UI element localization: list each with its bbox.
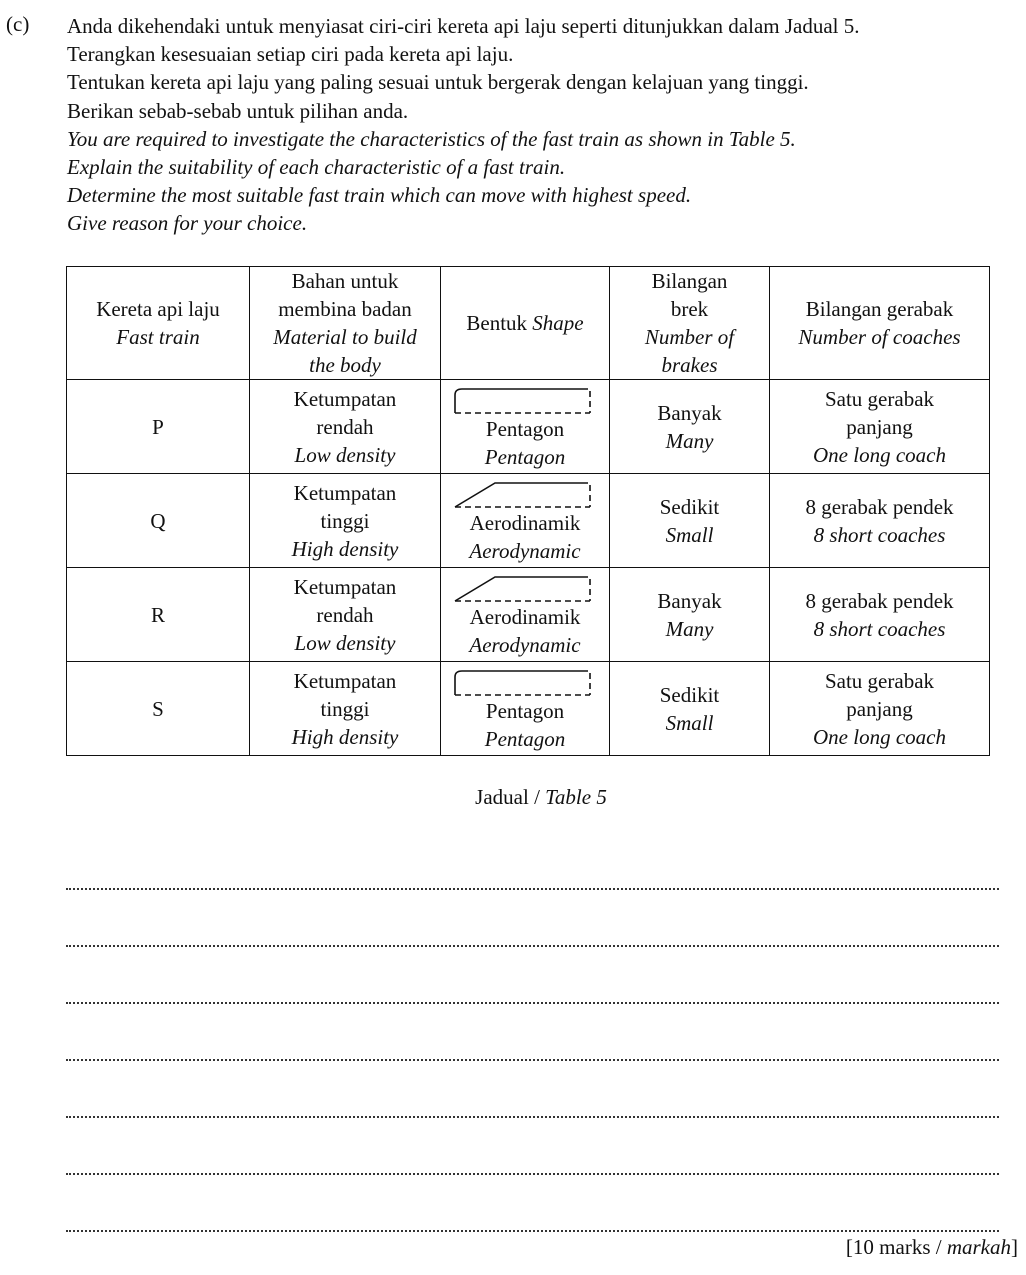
train-cell: Q [67,474,250,568]
cell-text: Banyak [657,588,722,613]
table-row [67,568,990,662]
cell-text: Aerodynamic [469,538,581,563]
cell-text: Aerodinamik [469,510,581,535]
cell-text: Low density [294,442,396,467]
question-line-ms: Berikan sebab-sebab untuk pilihan anda. [67,98,409,123]
answer-line[interactable] [66,1002,999,1004]
caption-en: Table 5 [545,785,607,809]
train-cell: R [67,568,250,662]
header-coaches [770,267,990,380]
marks-text: markah [946,1235,1011,1259]
shape-cell [441,380,610,474]
coaches-cell [770,662,990,756]
question-line-en: Determine the most suitable fast train which can move with highest speed. [67,183,692,208]
cell-text: Pentagon [485,698,565,723]
header-shape [441,267,610,380]
marks-label [846,1235,1018,1260]
cell-text: tinggi [320,696,370,721]
cell-text: High density [291,536,399,561]
question-line-ms: Terangkan kesesuaian setiap ciri pada kereta api laju. [67,42,514,67]
question-label: (c) [6,12,30,36]
material-cell [250,380,441,474]
cell-text: Pentagon [484,444,566,469]
answer-line[interactable] [66,945,999,947]
cell-text: 8 gerabak pendek [805,588,954,613]
cell-text: Banyak [657,400,722,425]
cell-text: Ketumpatan [293,386,397,411]
coaches-cell [770,568,990,662]
marks-text: ] [1011,1235,1018,1259]
pentagon-train-icon [450,665,600,699]
train-cell: S [67,662,250,756]
cell-text: 8 short coaches [813,522,946,547]
cell-text: 8 short coaches [813,616,946,641]
cell-text: Low density [294,630,396,655]
header-text: membina badan [278,297,412,321]
cell-text: One long coach [813,724,946,749]
header-fast-train [67,267,250,380]
fast-train-table [66,266,990,756]
cell-text: Aerodinamik [469,604,581,629]
table-caption [0,785,1026,810]
caption-ms: Jadual / [475,785,546,809]
answer-line[interactable] [66,1059,999,1061]
shape-cell [441,474,610,568]
cell-text: High density [291,724,399,749]
cell-text: Many [665,616,714,641]
cell-text: rendah [316,414,374,439]
aerodynamic-train-icon [450,571,600,605]
cell-text: Satu gerabak [824,668,935,693]
material-cell [250,474,441,568]
marks-text: [10 marks / [845,1235,947,1259]
header-text: Number of coaches [798,325,961,349]
header-text: brek [670,297,709,321]
cell-text: Small [665,522,714,547]
cell-text: Pentagon [485,416,565,441]
cell-text: Many [665,428,714,453]
cell-text: Small [665,710,714,735]
table-row [67,380,990,474]
shape-cell [441,568,610,662]
material-cell [250,568,441,662]
cell-text: Ketumpatan [293,668,397,693]
cell-text: panjang [846,696,913,721]
header-text: Shape [532,311,584,335]
brakes-cell [610,662,770,756]
cell-text: Pentagon [484,726,566,751]
material-cell [250,662,441,756]
brakes-cell [610,568,770,662]
header-text: Bilangan gerabak [805,297,954,321]
header-text: Number of [644,325,735,349]
question-line-en: Give reason for your choice. [67,211,308,236]
aerodynamic-train-icon [450,477,600,511]
table-header-row [67,267,990,380]
answer-line[interactable] [66,888,999,890]
table-row [67,474,990,568]
header-text: Kereta api laju [96,297,220,321]
header-material [250,267,441,380]
answer-line[interactable] [66,1230,999,1232]
cell-text: Ketumpatan [293,480,397,505]
header-text: the body [309,353,381,377]
question-line-ms: Tentukan kereta api laju yang paling sesuai untuk bergerak dengan kelajuan yang tinggi. [67,70,809,95]
cell-text: Ketumpatan [293,574,397,599]
answer-line[interactable] [66,1173,999,1175]
header-brakes [610,267,770,380]
cell-text: Sedikit [659,494,720,519]
coaches-cell [770,380,990,474]
header-text: Bahan untuk [291,269,399,293]
pentagon-train-icon [450,383,600,417]
header-text: brakes [661,353,718,377]
cell-text: panjang [846,414,913,439]
cell-text: Aerodynamic [469,632,581,657]
cell-text: 8 gerabak pendek [805,494,954,519]
shape-cell [441,662,610,756]
header-text: Fast train [116,325,200,349]
header-text: Bilangan [651,269,728,293]
brakes-cell [610,380,770,474]
question-line-en: Explain the suitability of each characteristic of a fast train. [67,155,566,180]
table-row [67,662,990,756]
coaches-cell [770,474,990,568]
header-text: Bentuk [466,311,533,335]
question-line-ms: Anda dikehendaki untuk menyiasat ciri-ciri kereta api laju seperti ditunjukkan dalam Jadual 5. [67,14,860,38]
cell-text: tinggi [320,508,370,533]
header-text: Material to build [273,325,417,349]
question-line-en: You are required to investigate the characteristics of the fast train as shown in Table 5. [67,126,796,151]
cell-text: rendah [316,602,374,627]
brakes-cell [610,474,770,568]
answer-line[interactable] [66,1116,999,1118]
cell-text: Sedikit [659,682,720,707]
question-text [67,12,1007,238]
cell-text: One long coach [813,442,946,467]
cell-text: Satu gerabak [824,386,935,411]
train-cell: P [67,380,250,474]
